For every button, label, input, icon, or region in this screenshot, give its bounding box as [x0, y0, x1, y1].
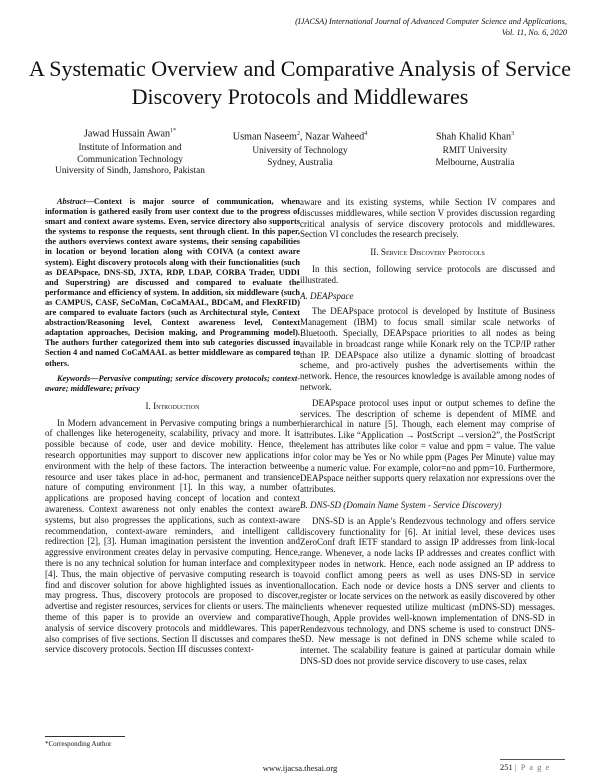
author-affiliation: Melbourne, Australia	[435, 157, 515, 168]
introduction-continuation: aware and its existing systems, while Section IV compares and discusses middlewares, while section V provides discussion regarding critical analysis of service discovery protocols and middlewares. Section VI concludes the research precisely.	[300, 197, 555, 240]
keywords: Keywords—Pervasive computing; service discovery protocols; context-aware; middleware; privacy	[45, 373, 300, 393]
subsection-heading-dns-sd: B. DNS-SD (Domain Name System - Service Discovery)	[300, 499, 502, 510]
author-affiliation: University of Sindh, Jamshoro, Pakistan	[55, 166, 205, 177]
section-heading-introduction: I. Introduction	[145, 400, 200, 411]
author-affiliation: RMIT University	[442, 145, 508, 156]
deapspace-paragraph-2: DEAPspace protocol uses input or output schemes to define the services. The description of scheme is dependent of MIME and hierarchical in nature [5]. Though, each element may comprise of attributes. Like “Application → PostScript →version2”, the PostScript element has attributes like color = value and ppm = value. The value for color may be Yes or No while ppm (Pages Per Minute) value may be a numeric value. For example, color=no and ppm=10. Furthermore, DEAPspace neither supports query relaxation nor expressions over the attributes.	[300, 397, 555, 495]
dns-sd-paragraph: DNS-SD is an Apple’s Rendezvous technology and offers service discovery functionality for [6]. At initial level, these devices uses ZeroConf draft IETF standard to assign IP addresses from link-local range. Whenever, a node lacks IP addresses and creates conflict with peer nodes in network. Hence, each node assigned an IP address to avoid conflict among peers as well as uses DNS-SD in service allocation. Each node or device hosts a DNS server and clients to register or locate services on the network as easily discovered by other clients whenever requested utilize multicast (mDNS-SD) messages. Though, Apple provides well-known implementation of DNS-SD in Rendezvous technology, and DNS scheme is used to construct DNS-SD. New message is not defined in DNS scheme while scaled to internet. The scalability feature is gained at particular domain while DNS-SD does not provide service discovery to use cases, relax	[300, 515, 555, 667]
section-heading-service-discovery: II. Service Discovery Protocols	[370, 247, 485, 258]
author-block-2	[215, 129, 385, 169]
author-affiliation: University of Technology	[252, 145, 348, 156]
footer-divider	[500, 759, 565, 760]
author-affiliation: Communication Technology	[77, 154, 183, 165]
author-name: Jawad Hussain Awan$^{1*}$	[83, 128, 177, 140]
author-name: Shah Khalid Khan$^3$	[435, 131, 515, 143]
deapspace-paragraph-1: The DEAPspace protocol is developed by Institute of Business Management (IBM) to focus small similar scale networks of Bluetooth. Specially, DEAPspace priorities to all nodes as being available in broadcast range while Konark rely on the TCP/IP rather than IP. DEAPspace also utilize a dynamic slotting of broadcast scheme, and pro-actively pushes the advertisements within the network. Hence, the resources knowledge is available among nodes of network.	[300, 306, 555, 392]
author-affiliation: Institute of Information and	[78, 142, 182, 153]
journal-website: www.ijacsa.thesai.org	[262, 763, 338, 773]
paper-title: A Systematic Overview and Comparative Analysis of Service Discovery Protocols and Middlewares	[29, 56, 571, 109]
introduction-paragraph: In Modern advancement in Pervasive computing brings a number of challenges like heterogeneity, scalability, privacy and more. It is possible because of code, user and device mobility. Hence, the research opportunities may support to discover new applications in environment with the help of these factors. The interaction between resource and user takes place in ad-hoc, permanent and transience nature of computing environment [1]. In this way, a number of applications are proposed having concept of location and context awareness. Context awareness not only enables the context aware systems, but also progresses the applications, such as context-aware recommendation, context-aware reminders, and intelligent call redirection [2], [3]. Human imagination persistent the invention and aggressive environment creates delay in pervasive computing. Hence, there is no any technical solution for human interface and complexity [4]. Thus, the main objective of pervasive computing research is to find and discover solution for above highlighted issues as invention may progress. Thus, discovery protocols are proposed to discover, advertise and register resources, services for clients or users. The main theme of this paper is to provide an overview and comparative analysis of service discovery protocols and middlewares. This paper also comprises of five sections. Section II discusses and compares the service discovery protocols. Section III discusses context-	[45, 417, 300, 655]
author-name: Usman Naseem$^2$, Nazar Waheed$^4$	[232, 131, 368, 143]
footnote-divider	[45, 736, 125, 737]
footnote: *Corresponding Author	[45, 740, 112, 748]
abstract: Abstract—Context is major source of communication, when information is gathered easily from user context due to the progress of smart and context aware systems. Even, service directory also supports the systems to response the requests, sent through client. In this paper, the authors overviews context aware systems, their sensing capabilities in location or beyond location along with COIVA (a context aware system). Eight discovery protocols along with their functionalities (such as DEAPspace, DNS-SD, JXTA, RDP, LDAP, CORBA Trader, UDDI and Superstring) are discussed and compared to evaluate the performance and efficiency of system. In addition, six middleware (such as CAMPUS, CASF, SeCoMan, CoCaMAAL, BDCaM, and FlexRFID) are compared to evaluate factors (such as Architectural style, Context abstraction/Reasoning level, Context awareness level, Context adaptation approaches, Decision making, and Programming model). The authors further categorized them into sub categories discussed in Section 4 and named CoCaMAAL as better middleware as compared to others.	[45, 197, 300, 368]
right-column	[300, 197, 555, 672]
section2-intro: In this section, following service protocols are discussed and illustrated.	[300, 263, 555, 285]
left-column	[45, 197, 300, 660]
author-block-1	[40, 126, 220, 178]
journal-header	[227, 17, 567, 38]
subsection-heading-deapspace: A. DEAPspace	[300, 290, 354, 301]
author-block-3	[400, 129, 550, 169]
author-affiliation: Sydney, Australia	[267, 157, 333, 168]
journal-volume: Vol. 11, No. 6, 2020	[501, 27, 567, 37]
journal-name: (IJACSA) International Journal of Advanced Computer Science and Applications,	[295, 17, 567, 26]
page-number: 251 | P a g e	[500, 762, 551, 772]
